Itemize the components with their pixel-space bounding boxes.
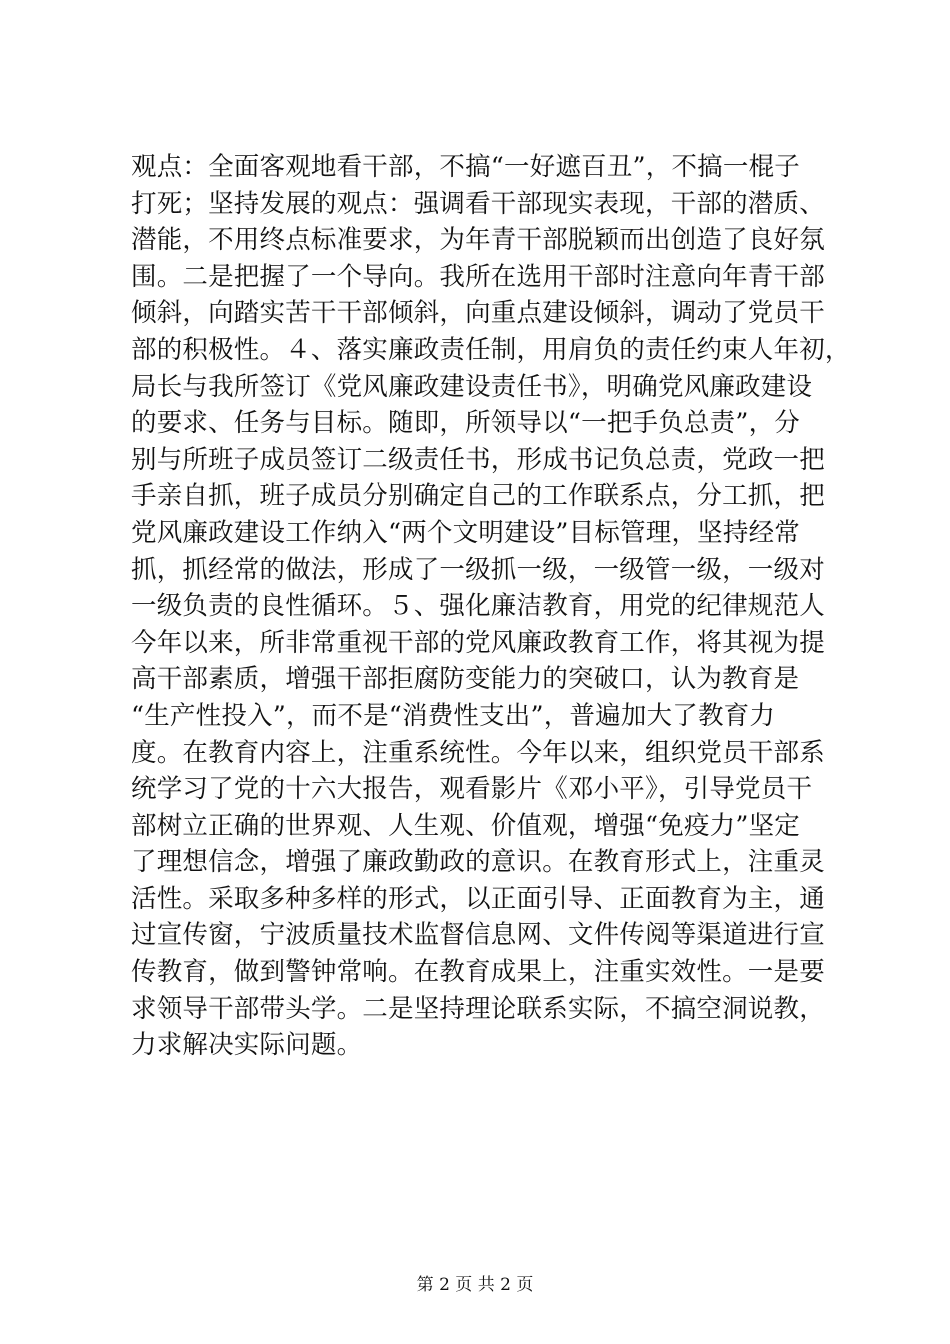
text-line: 局长与我所签订《党风廉政建设责任书》，明确党风廉政建设 bbox=[131, 371, 813, 402]
text-line: 打死；坚持发展的观点：强调看干部现实表现，干部的潜质、 bbox=[131, 188, 825, 219]
text-line: 倾斜，向踏实苦干干部倾斜，向重点建设倾斜，调动了党员干 bbox=[131, 298, 825, 329]
text-line: 围。二是把握了一个导向。我所在选用干部时注意向年青干部 bbox=[131, 261, 825, 292]
text-line: “生产性投入”，而不是“消费性支出”，普遍加大了教育力 bbox=[131, 700, 776, 731]
text-line: 观点：全面客观地看干部，不搞“一好遮百丑”，不搞一棍子 bbox=[131, 152, 800, 182]
text-line: 求领导干部带头学。二是坚持理论联系实际，不搞空洞说教， bbox=[131, 993, 825, 1024]
text-line: 部树立正确的世界观、人生观、价值观，增强“免疫力”坚定 bbox=[131, 810, 800, 841]
text-line: 传教育，做到警钟常响。在教育成果上，注重实效性。一是要 bbox=[131, 957, 825, 988]
text-line: 部的积极性。４、落实廉政责任制，用肩负的责任约束人年初， bbox=[131, 334, 851, 365]
text-line: 活性。采取多种多样的形式，以正面引导、正面教育为主，通 bbox=[131, 883, 825, 914]
text-line: 手亲自抓，班子成员分别确定自己的工作联系点，分工抓，把 bbox=[131, 481, 825, 512]
text-line: 潜能，不用终点标准要求，为年青干部脱颖而出创造了良好氛 bbox=[131, 225, 825, 256]
text-line: 今年以来，所非常重视干部的党风廉政教育工作，将其视为提 bbox=[131, 627, 825, 658]
text-line: 过宣传窗，宁波质量技术监督信息网、文件传阅等渠道进行宣 bbox=[131, 920, 825, 951]
text-line: 一级负责的良性循环。５、强化廉洁教育，用党的纪律规范人 bbox=[131, 591, 825, 622]
text-line: 党风廉政建设工作纳入“两个文明建设”目标管理，坚持经常 bbox=[131, 517, 800, 548]
page-number-footer: 第 2 页 共 2 页 bbox=[416, 1275, 534, 1295]
text-line: 了理想信念，增强了廉政勤政的意识。在教育形式上，注重灵 bbox=[131, 847, 825, 878]
text-line: 力求解决实际问题。 bbox=[131, 1030, 363, 1061]
text-line: 度。在教育内容上，注重系统性。今年以来，组织党员干部系 bbox=[131, 737, 825, 768]
text-line: 抓，抓经常的做法，形成了一级抓一级，一级管一级，一级对 bbox=[131, 554, 825, 585]
text-line: 别与所班子成员签订二级责任书，形成书记负总责，党政一把 bbox=[131, 444, 825, 475]
text-line: 的要求、任务与目标。随即，所领导以“一把手负总责”，分 bbox=[131, 408, 800, 439]
text-line: 统学习了党的十六大报告，观看影片《邓小平》，引导党员干 bbox=[131, 774, 813, 805]
text-line: 高干部素质，增强干部拒腐防变能力的突破口，认为教育是 bbox=[131, 664, 800, 695]
body-text bbox=[131, 149, 851, 1064]
